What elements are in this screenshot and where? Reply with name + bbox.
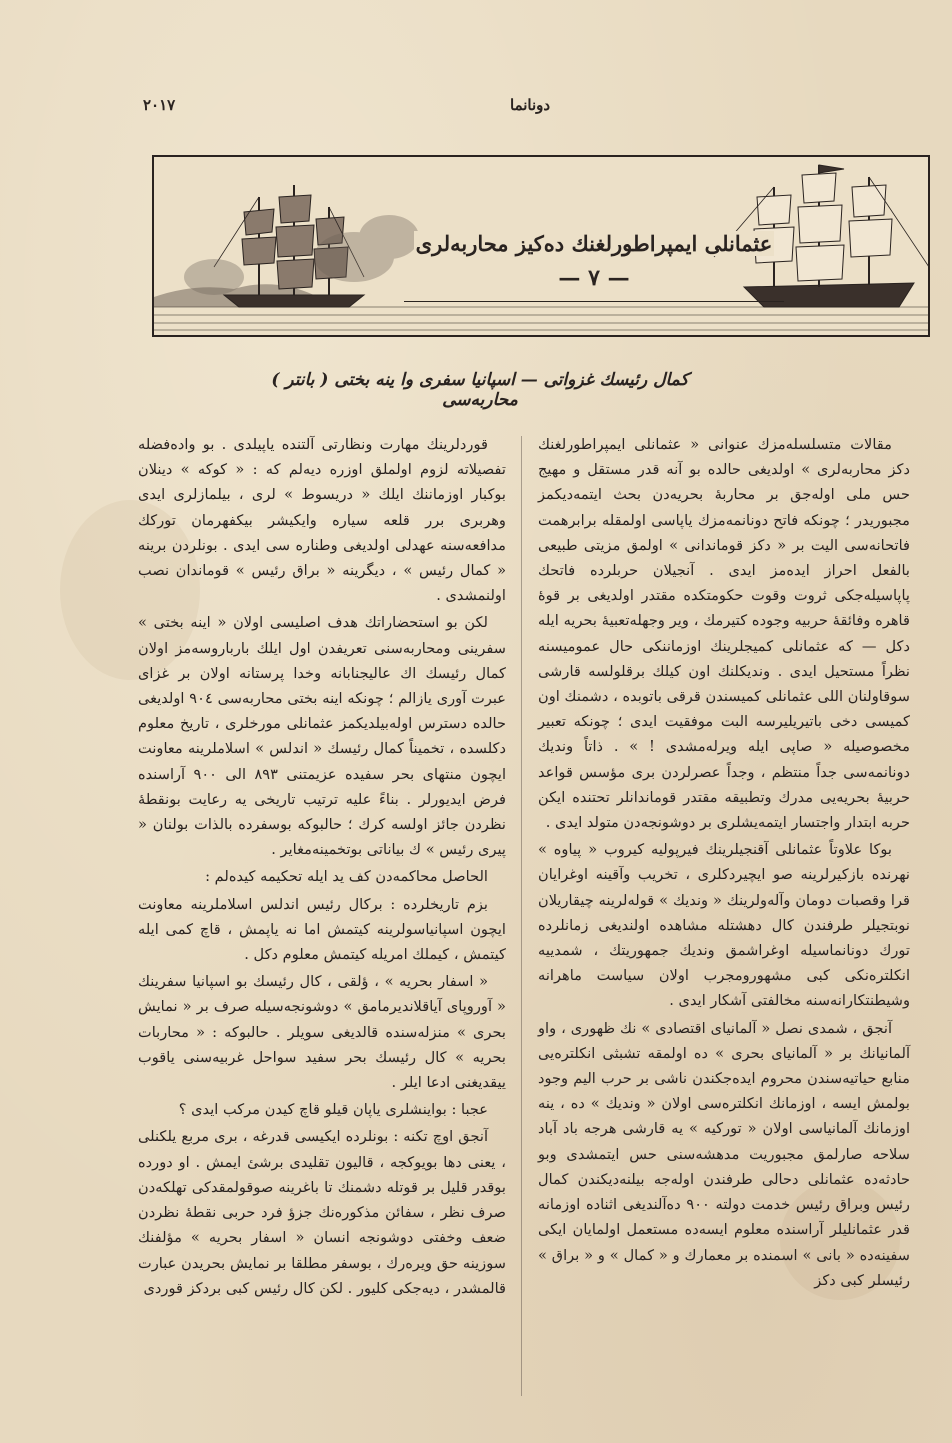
- paragraph: لكن بو استحضاراتك هدف اصلیسی اولان « اینه بختی » سفرینی ومحاربەسنی تعریفدن اول ایلك بارباروسەمز اولان كمال رئیسك اك عالیجنابانه وخدا پرستانه اولان بر غزای عبرت آوری یازالم ؛ چونكه اینه بختی محاربەسی ٩٠٤ اولدیغی حالده دسترس اولەبیلدیكمز عثمانلی مورخلری ، تاریخ معلوم دكلسده ، تخمیناً كمال رئیسك « اندلس » اسلاملرینه معاونت ایچون منتهای بحر سفیده عزیمتنی ٨٩٣ الی ٩٠٠ آراسنده فرض ایدیورلر . بناءً علیه ترتیب تاریخی یه رعایت بونقطۀ نظردن جائز اولسه كرك ؛ حالبوكه بوسفرده بالذات بولنان « پیری رئیس » ك بیاناتی بوتخمینەمغایر .: [138, 614, 507, 859]
- paragraph: عجبا : بواینشلری یاپان قیلو قاچ كیدن مركب ایدی ؟: [178, 1101, 488, 1119]
- paragraph: قوردلرینك مهارت ونظارتی آلتنده یاپیلدی . بو وادەفضله تفصیلاته لزوم اولملق اوزره دیەلم كه : « كوكه » دینلان بوكبار اوزماننك ایلك « دریسوط » لری ، بیلمازلری ایدی وهربری برر قلعه سیاره وایكیشر بیكفهرمان توركك مدافعەسنه عهدلی اولدیغی وطناره سی ایدی . بونلردن برینه « كمال رئیس » ، دیگرینه « براق رئیس » قوماندان نصب اولنمشدی .: [138, 436, 506, 605]
- running-head: [0, 96, 952, 120]
- column-divider: [521, 436, 522, 1396]
- paragraph: مقالات متسلسلەمزك عنوانی « عثمانلی ایمپراطورلغنك دكز محاربەلری » اولدیغی حالدە بو آنه قدر مستقل و مهیج حس ملی اولەجق بر محاربۀ بحریەدن بحث ایتمەدیكمز مجبوریدر ؛ چونكه فاتح دونانمەمزك یاپاسی اولمقله برابرهمت فاتحانەسی الیت بر « دكز قوماندانی » اولمق مزیتی طبیعی بالفعل احراز ایدەمز ایدی . آنجیلان حربلردە فاتحك پاپاسیلەجكی ثروت وقوت حكومتكدە مقتدر اولدیغی بر قوۀ قاهرە وفائقۀ حربیە وجودە كتیرمك ، ویر وجهلەتعبیۀ بحریە ایلە دكل — كە عثمانلی كمیجلرینك اوزماننكی حال عمومیسنه نظراً مستحیل ایدی . ونديكلنك اون كیلك برقلولسه قارشی سوقاولنان اللی عثمانلی كمیسندن قرقی باتوبده ، دشمنك اون كمیسی دخی باتیریلیرسه البت موفقیت ایدی ؛ چونكه تعبیر مخصوصیله « صاپی ایله ویرلەمشدی ! » . ذاتاً ونديك دونانمەسی جداً منتظم ، وجداً عصرلردن بری مؤسس قواعد حربیۀ بحریەیی مدرك وتطبیقه مقتدر قوماندانلر تحتنده ایكن حربه ابتدار واجتسار ایتمەیشلری بر دوشونجەدن متولد ایدی .: [538, 436, 910, 832]
- text-column-right: [538, 432, 910, 1295]
- paragraph: آنجق ، شمدی نصل « آلمانیای اقتصادی » نك ظهوری ، واو آلمانیانك بر « آلمانیای بحری » دە اولمقه تشبثی انكلترەیی منابع حیاتیەسندن محروم ایدەجكندن ناشی بر حرب الیم وجود بولمش ایسه ، اوزمانك انكلترەسی اولان « ونديك » دە ، ینه اوزمانك آلمانیاسی اولان « توركیە » یه قارشی هرجه باد آباد سلاحه صارلمق مجبوریت مدهشەسنی حس ایتمشدی وبو حادثەدە عثمانلی دحالی طرفندن اولەجه بیلنەدیكندن كمال رئیس وبراق رئیس خدمت دولته ٩٠٠ دەآلندیغی اثناده اوزمانه قدر عثمانلیلر آراسنده معلوم ایسەده مستعمل اولمایان ایكی سفینەده « بانی » اسمنده بر معمارك و « كمال » و « براق » رئیسلر كبی دكز: [538, 1019, 910, 1289]
- banner-rule: [404, 301, 784, 302]
- text-column-left: [138, 432, 506, 1303]
- sea-lines: [154, 307, 930, 330]
- title-banner: [152, 155, 930, 337]
- series-number: — ٧ —: [514, 265, 674, 291]
- paragraph: بوكا علاوتاً عثمانلی آقنجیلرینك فیرپولیە كیروب « پیاوه » نهرندە بازكیرلرینه صو ایچیردكلری ، تخریب وآقینه اوغرایان قرا وقصبات دومان وآلەولرینك « ونديك » قولەلرینه چیقاریلان نوبتجیلر طرفندن كال دهشتله مشاهدە اولندیغی زمانلردە تورك دونانماسیله اوغراشمق ونديك جمهوریتك ، شمدییە انكلترەنكی كبی مشهورومجرب اولان سیاست ماهرانه وشیطنتكارانەسنه مخالفتی آشكار ایدی .: [538, 841, 910, 1010]
- image-caption: كمال رئیسك غزواتی — اسپانیا سفری وا ینه بختی ( بانتر ) محاربەسی: [271, 370, 689, 410]
- paragraph: الحاصل محاكمەدن كف ید ایله تحكیمه كیدەلم :: [205, 868, 488, 886]
- paragraph: « اسفار بحریه » ، ؤلقی ، كال رئیسك بو اسپانیا سفرینك « آوروپای آیاقلاندیرمامق » دوشونجەسیله صرف بر « نمایش بحری » منزلەسنده قالدیغی سویلر . حالبوكه : « محاربات بحریه » كال رئیسك بحر سفید سواحل غربیەسنی یاقوب ییقدیغنی ادعا ایلر .: [138, 973, 506, 1092]
- journal-name: دونانما: [510, 96, 551, 114]
- banner-title: عثمانلی ایمپراطورلغنك دەكیز محاربەلری: [415, 231, 773, 256]
- paragraph: بزم تاریخلرده : بركال رئیس اندلس اسلاملرینه معاونت ایچون اسپانیاسولرینه كیتمش اما نه یاپمش ، قاچ كمی ایله كیتمش ، كیملك امریله كیتمش معلوم دكل .: [138, 895, 506, 964]
- page-number: ٢٠١٧: [143, 96, 176, 114]
- paragraph: آنجق اوچ تكنه : بونلرده ایكیسی قدرغه ، بری مربع یلكنلی ، یعنی دها بویوكجه ، قالیون تقلیدی برشیٔ ایمش . او دورده بوقدر قلیل بر قوتله دشمنك تا باغرینه صوقولمقدكی تهلكەدن صرف نظر ، سفائن مذكورەنك جزؤ فرد حربی نقطۀ نظردن ضعف وخفتی دوشونجه انسان « اسفار بحریه » مؤلفنك سوزینه حق ویرەرك ، بوسفر مطلقا بر نمایش بحریدن عبارت قالمشدر ، دیەجكی كلیور . لكن كال رئیس كبی بردكز قوردی: [138, 1128, 506, 1297]
